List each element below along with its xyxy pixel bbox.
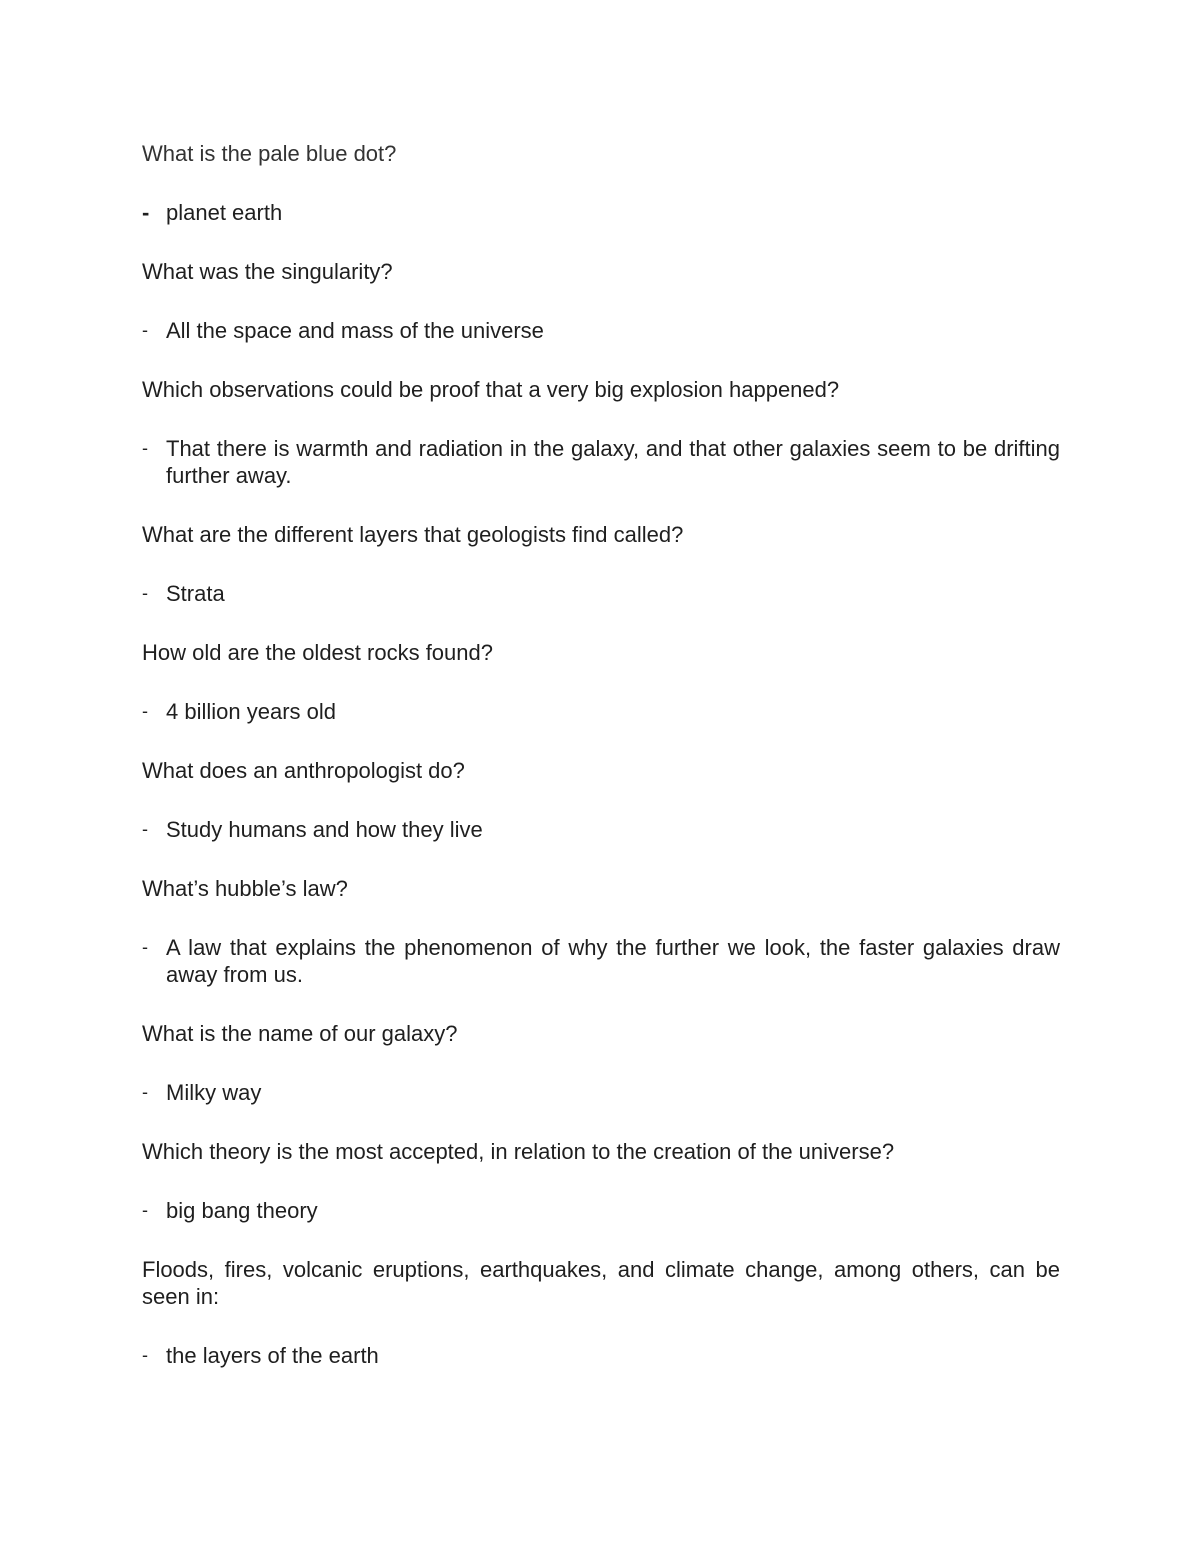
answer-text: That there is warmth and radiation in the galaxy, and that other galaxies seem to be drifting further away.	[166, 436, 1060, 488]
dash-bullet: -	[142, 583, 148, 603]
dash-bullet: -	[142, 701, 148, 721]
dash-bullet: -	[142, 1082, 148, 1102]
answer-row	[142, 698, 1060, 725]
question-text: How old are the oldest rocks found?	[142, 640, 493, 665]
qa-item	[142, 521, 1060, 607]
answer-row	[142, 199, 1060, 226]
answer-row	[142, 1079, 1060, 1106]
question-text: Floods, fires, volcanic eruptions, earthquakes, and climate change, among others, can be seen in:	[142, 1257, 1060, 1309]
qa-item	[142, 639, 1060, 725]
qa-list	[142, 140, 1060, 1401]
qa-item	[142, 757, 1060, 843]
answer-text: planet earth	[166, 200, 283, 225]
answer-text: 4 billion years old	[166, 699, 336, 724]
dash-bullet: -	[142, 200, 150, 225]
answer-text: All the space and mass of the universe	[166, 318, 544, 343]
qa-item	[142, 1020, 1060, 1106]
dash-bullet: -	[142, 438, 148, 458]
dash-bullet: -	[142, 937, 148, 957]
qa-item	[142, 376, 1060, 489]
dash-bullet: -	[142, 1200, 148, 1220]
answer-row	[142, 934, 1060, 988]
dash-bullet: -	[142, 819, 148, 839]
qa-item	[142, 875, 1060, 988]
qa-item	[142, 1138, 1060, 1224]
question-text: What does an anthropologist do?	[142, 758, 465, 783]
answer-text: A law that explains the phenomenon of why the further we look, the faster galaxies draw away from us.	[166, 935, 1060, 987]
answer-row	[142, 317, 1060, 344]
question-text: What are the different layers that geologists find called?	[142, 522, 684, 547]
answer-row	[142, 435, 1060, 489]
answer-row	[142, 1342, 1060, 1369]
answer-row	[142, 580, 1060, 607]
question-text: Which observations could be proof that a very big explosion happened?	[142, 377, 840, 402]
qa-item	[142, 140, 1060, 226]
dash-bullet: -	[142, 1345, 148, 1365]
question-text: What is the pale blue dot?	[142, 141, 397, 166]
qa-item	[142, 1256, 1060, 1369]
question-text: What was the singularity?	[142, 259, 393, 284]
answer-text: Milky way	[166, 1080, 262, 1105]
question-text: What is the name of our galaxy?	[142, 1021, 458, 1046]
answer-row	[142, 1197, 1060, 1224]
qa-item	[142, 258, 1060, 344]
answer-text: Strata	[166, 581, 225, 606]
question-text: What’s hubble’s law?	[142, 876, 348, 901]
dash-bullet: -	[142, 320, 148, 340]
answer-text: the layers of the earth	[166, 1343, 379, 1368]
answer-row	[142, 816, 1060, 843]
answer-text: big bang theory	[166, 1198, 318, 1223]
question-text: Which theory is the most accepted, in relation to the creation of the universe?	[142, 1139, 895, 1164]
answer-text: Study humans and how they live	[166, 817, 483, 842]
